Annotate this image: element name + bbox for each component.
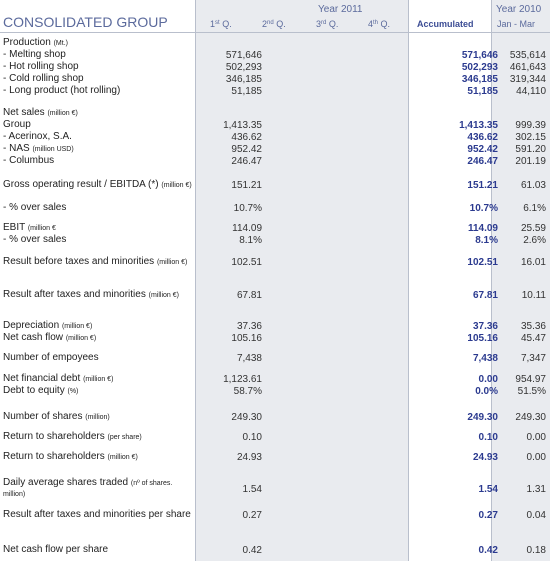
row-label: [3, 86, 193, 96]
value-q1: 502,293: [225, 62, 262, 73]
value-accumulated: 0.10: [478, 432, 498, 443]
value-2010: 0.04: [526, 510, 546, 521]
table-title: CONSOLIDATED GROUP: [3, 14, 168, 30]
row-label: [3, 432, 193, 443]
value-accumulated: 0.27: [478, 510, 498, 521]
value-q1: 7,438: [236, 353, 262, 364]
value-accumulated: 249.30: [467, 412, 498, 423]
value-2010: 16.01: [520, 257, 546, 268]
row-label: [3, 412, 193, 423]
value-accumulated: 37.36: [472, 321, 498, 332]
row-label-text: - Hot rolling shop: [3, 61, 79, 72]
row-label: [3, 74, 193, 84]
value-2010: 45.47: [520, 333, 546, 344]
row-label-text: - Cold rolling shop: [3, 73, 84, 84]
row-label-text: Net cash flow per share: [3, 544, 109, 555]
row-label: [3, 290, 193, 301]
value-q1: 102.51: [231, 257, 262, 268]
year-current-label: Year 2011: [318, 4, 363, 15]
value-accumulated: 102.51: [467, 257, 498, 268]
value-q1: 10.7%: [233, 203, 262, 214]
value-q1: 0.10: [242, 432, 262, 443]
row-label: [3, 223, 193, 234]
value-q1: 1.54: [242, 484, 262, 495]
value-accumulated: 571,646: [461, 50, 498, 61]
year-previous-label: Year 2010: [496, 4, 542, 15]
value-2010: 591.20: [515, 144, 546, 155]
quarter-2-header: 2nd Q.: [262, 19, 286, 29]
value-q1: 346,185: [225, 74, 262, 85]
row-label: [3, 132, 193, 142]
row-label-text: - Melting shop: [3, 49, 66, 60]
row-unit: (million): [85, 414, 110, 421]
value-accumulated: 7,438: [472, 353, 498, 364]
value-q1: 249.30: [231, 412, 262, 423]
row-label: [3, 257, 193, 268]
accumulated-header: Accumulated: [417, 19, 474, 29]
row-label-text: - NAS: [3, 143, 30, 154]
row-unit: (million €): [65, 335, 97, 342]
value-2010: 249.30: [515, 412, 546, 423]
row-label: [3, 108, 193, 119]
value-accumulated: 436.62: [467, 132, 498, 143]
row-label: [3, 203, 193, 213]
row-label-text: Number of empoyees: [3, 352, 99, 363]
value-accumulated: 0.00: [478, 374, 498, 385]
row-label: [3, 156, 193, 166]
value-2010: 999.39: [515, 120, 546, 131]
value-accumulated: 151.21: [467, 180, 498, 191]
value-q1: 952.42: [231, 144, 262, 155]
value-accumulated: 1,413.35: [459, 120, 498, 131]
value-2010: 7,347: [520, 353, 546, 364]
value-2010: 35.36: [520, 321, 546, 332]
row-label-text: Daily average shares traded: [3, 477, 129, 488]
value-q1: 37.36: [236, 321, 262, 332]
row-unit: (million €): [156, 259, 188, 266]
value-q1: 1,123.61: [223, 374, 262, 385]
value-q1: 58.7%: [233, 386, 262, 397]
value-2010: 201.19: [515, 156, 546, 167]
value-accumulated: 346,185: [461, 74, 498, 85]
row-label: [3, 545, 193, 555]
row-label: [3, 321, 193, 332]
value-accumulated: 0.0%: [475, 386, 498, 397]
row-label-text: - Columbus: [3, 155, 55, 166]
value-2010: 535,614: [509, 50, 546, 61]
row-unit: (nº of shares. million): [3, 480, 173, 498]
value-accumulated: 246.47: [467, 156, 498, 167]
row-label: [3, 50, 193, 60]
row-unit: (million €): [148, 292, 179, 299]
value-2010: 51.5%: [517, 386, 546, 397]
value-q1: 105.16: [231, 333, 262, 344]
value-accumulated: 10.7%: [469, 203, 498, 214]
value-2010: 6.1%: [523, 203, 546, 214]
row-label: [3, 374, 193, 385]
value-2010: 61.03: [520, 180, 546, 191]
value-2010: 0.00: [526, 432, 546, 443]
row-unit: (million USD): [32, 146, 74, 153]
value-accumulated: 8.1%: [475, 235, 498, 246]
row-label-text: Return to shareholders: [3, 431, 105, 442]
value-2010: 44,110: [516, 86, 546, 97]
value-accumulated: 24.93: [472, 452, 498, 463]
row-label-text: Net cash flow: [3, 332, 64, 343]
row-unit: (million €): [107, 454, 138, 461]
value-accumulated: 1.54: [478, 484, 498, 495]
value-accumulated: 952.42: [467, 144, 498, 155]
value-q1: 51,185: [231, 86, 262, 97]
value-accumulated: 51,185: [467, 86, 498, 97]
row-label-text: Debt to equity: [3, 385, 65, 396]
row-label-text: - Long product (hot rolling): [3, 85, 121, 96]
row-label-text: Net financial debt: [3, 373, 81, 384]
value-q1: 1,413.35: [223, 120, 262, 131]
column-divider: [195, 0, 196, 561]
row-label-text: Production: [3, 37, 51, 48]
value-q1: 151.21: [231, 180, 262, 191]
value-q1: 8.1%: [239, 235, 262, 246]
value-2010: 0.18: [526, 545, 546, 556]
value-2010: 319,344: [509, 74, 546, 85]
row-label-text: EBIT: [3, 222, 26, 233]
row-label: [3, 235, 193, 245]
row-label-text: Group: [3, 119, 31, 130]
value-2010: 954.97: [515, 374, 546, 385]
row-label-text: Result after taxes and minorities: [3, 289, 146, 300]
column-divider: [408, 0, 409, 561]
row-label: [3, 478, 193, 500]
row-unit: (million €): [61, 323, 93, 330]
value-accumulated: 67.81: [472, 290, 498, 301]
row-unit: (million €: [27, 225, 56, 232]
row-unit: (million €): [47, 110, 78, 117]
value-2010: 0.00: [526, 452, 546, 463]
row-label: [3, 144, 193, 155]
header-divider: [0, 32, 550, 33]
value-accumulated: 114.09: [467, 223, 498, 234]
row-label-text: Result after taxes and minorities per share: [3, 509, 191, 520]
row-label-text: Gross operating result / EBITDA (*): [3, 179, 159, 190]
row-unit: (Mt.): [53, 40, 68, 47]
row-label: [3, 62, 193, 72]
row-label-text: Result before taxes and minorities: [3, 256, 155, 267]
value-q1: 114.09: [232, 223, 262, 234]
value-2010: 1.31: [526, 484, 546, 495]
row-label-text: - % over sales: [3, 234, 67, 245]
value-q1: 246.47: [231, 156, 262, 167]
value-q1: 0.27: [242, 510, 262, 521]
quarter-3-header: 3rd Q.: [316, 19, 339, 29]
quarter-4-header: 4th Q.: [368, 19, 391, 29]
row-unit: (million €): [83, 376, 114, 383]
row-label: [3, 353, 193, 363]
row-label: [3, 180, 193, 191]
quarter-1-header: 1st Q.: [210, 19, 232, 29]
value-q1: 24.93: [236, 452, 262, 463]
row-label: [3, 333, 193, 344]
value-q1: 0.42: [242, 545, 262, 556]
value-accumulated: 0.42: [478, 545, 498, 556]
row-unit: (%): [67, 388, 79, 395]
row-label: [3, 386, 193, 397]
row-label-text: - Acerinox, S.A.: [3, 131, 72, 142]
row-label: [3, 120, 193, 130]
value-q1: 436.62: [231, 132, 262, 143]
row-label-text: Number of shares: [3, 411, 83, 422]
row-label-text: Return to shareholders: [3, 451, 105, 462]
row-label: [3, 38, 193, 49]
value-accumulated: 502,293: [461, 62, 498, 73]
value-2010: 2.6%: [523, 235, 546, 246]
value-2010: 25.59: [520, 223, 546, 234]
period-previous-header: Jan - Mar: [497, 19, 536, 29]
value-2010: 10.11: [521, 290, 546, 301]
row-unit: (per share): [107, 434, 142, 441]
row-label-text: - % over sales: [3, 202, 67, 213]
value-2010: 461,643: [509, 62, 546, 73]
row-label: [3, 452, 193, 463]
value-q1: 571,646: [225, 50, 262, 61]
value-q1: 67.81: [236, 290, 262, 301]
row-label-text: Depreciation: [3, 320, 60, 331]
value-accumulated: 105.16: [467, 333, 498, 344]
value-2010: 302.15: [515, 132, 546, 143]
row-label: [3, 510, 193, 520]
row-unit: (million €): [161, 182, 192, 189]
row-label-text: Net sales: [3, 107, 45, 118]
